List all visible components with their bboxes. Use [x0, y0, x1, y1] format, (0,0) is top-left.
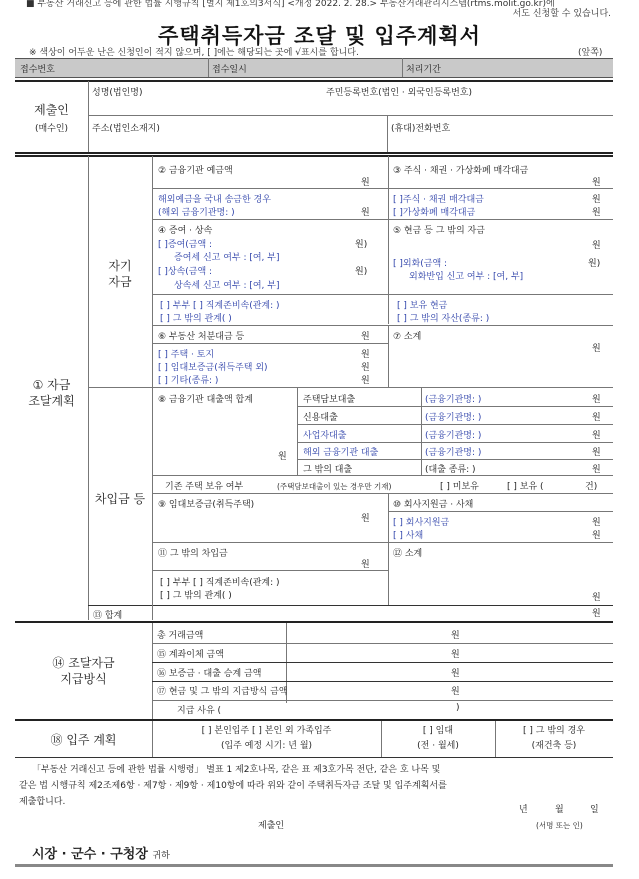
other-case-note: (재건축 등): [531, 741, 577, 751]
payment-method-label: [15, 655, 152, 687]
loan-type-overseas: 해외 금융기관 대출: [303, 448, 379, 458]
item5-title: ⑤ 현금 등 그 밖의 자금: [393, 226, 485, 236]
item2-title: ② 금융기관 예금액: [158, 166, 233, 176]
instruction-note: ※ 색상이 어두운 난은 신청인이 적지 않으며, [ ]에는 해당되는 곳에 √표시를 합니다.: [29, 48, 359, 58]
existing-house-note: (주택담보대출이 있는 경우만 기재): [277, 482, 392, 491]
rental-deposit-other-amount[interactable]: 원: [361, 363, 370, 373]
item3-amount[interactable]: 원: [592, 178, 601, 188]
payment-reason-close: ): [456, 703, 460, 713]
item3-title: ③ 주식 · 채권 · 가상화폐 매각대금: [393, 166, 529, 176]
page-title: 주택취득자금 조달 및 입주계획서: [158, 24, 481, 48]
overseas-loan-amount[interactable]: 원: [592, 448, 601, 458]
declaration-line1: 「부동산 거래신고 등에 관한 법률 시행령」 별표 1 제2호나목, 같은 표 제3호가목 전단, 같은 호 나목 및: [32, 765, 441, 775]
own-funds-label-line1: 자기: [108, 259, 132, 273]
payment-reason-field[interactable]: 지급 사유 (: [177, 706, 222, 716]
item7-subtotal[interactable]: 원: [592, 344, 601, 354]
item5-amount[interactable]: 원: [592, 241, 601, 251]
item7-title: ⑦ 소계: [393, 332, 422, 342]
other-assets-checkbox[interactable]: [ ] 그 밖의 자산(종류: ): [397, 314, 490, 324]
sign-year-field[interactable]: 년: [519, 805, 528, 815]
move-in-plan-label: ⑱ 입주 계획: [50, 733, 117, 747]
foreign-currency-report[interactable]: 외화반입 신고 여부 : [여, 부]: [409, 272, 524, 282]
item2-amount[interactable]: 원: [361, 178, 370, 188]
house-land-checkbox[interactable]: [ ] 주택 · 토지: [158, 350, 215, 360]
address-field[interactable]: 주소(법인소재지): [92, 124, 160, 134]
loan-type-other: 그 밖의 대출: [303, 465, 353, 475]
inheritance-tax-report[interactable]: 상속세 신고 여부 : [여, 부]: [174, 281, 280, 291]
overseas-bank-loan-field[interactable]: (금융기관명: ): [425, 448, 482, 458]
registration-number-field[interactable]: 주민등록번호(법인 · 외국인등록번호): [326, 88, 473, 98]
bottom-divider: [15, 864, 613, 867]
item8-title: ⑧ 금융기관 대출액 합계: [158, 395, 253, 405]
receipt-date-label: 접수일시: [212, 65, 247, 75]
declaration-line2: 같은 법 시행규칙 제2조제6항 · 제7항 · 제9항 · 제10항에 따라 위와 같이 주택취득자금 조달 및 입주계획서를: [19, 781, 447, 791]
funding-plan-label-line2: 조달계획: [28, 394, 75, 408]
funding-plan-label-line1: ① 자금: [32, 378, 71, 392]
own-funds-label: [88, 258, 152, 290]
mortgage-amount[interactable]: 원: [592, 395, 601, 405]
item6-amount[interactable]: 원: [361, 332, 370, 342]
own-funds-label-line2: 자금: [108, 275, 132, 289]
loan-type-credit: 신용대출: [303, 413, 338, 423]
total-transaction-amount[interactable]: 원: [451, 631, 460, 641]
addressee-suffix: 귀하: [152, 851, 170, 861]
name-field[interactable]: 성명(법인명): [92, 88, 143, 98]
loan-type-mortgage: 주택담보대출: [303, 395, 356, 405]
processing-period-label: 처리기간: [406, 65, 441, 75]
form-legal-basis: ■ 부동산 거래신고 등에 관한 법률 시행규칙 [별지 제1호의3서식] <개정 2022. 2. 28.> 부동산거래관리시스템(rtms.molit.go.kr)에: [26, 0, 555, 9]
page-side-label: (앞쪽): [578, 48, 603, 58]
other-loan-type-field[interactable]: (대출 종류: ): [425, 465, 476, 475]
cash-other-label: ⑰ 현금 및 그 밖의 지급방식 금액: [157, 687, 288, 697]
transfer-amount[interactable]: 원: [451, 650, 460, 660]
rental-deposit-other-checkbox[interactable]: [ ] 임대보증금(취득주택 외): [158, 363, 268, 373]
house-land-amount[interactable]: 원: [361, 350, 370, 360]
total-transaction-label: 총 거래금액: [157, 631, 204, 641]
loan-other-relation-checkbox[interactable]: [ ] 그 밖의 관계( ): [160, 591, 232, 601]
foreign-currency-amount[interactable]: 원): [588, 259, 601, 269]
business-amount[interactable]: 원: [592, 431, 601, 441]
self-or-family-checkbox[interactable]: [ ] 본인입주 [ ] 본인 외 가족입주: [201, 726, 332, 736]
stock-bond-amount[interactable]: 원: [592, 195, 601, 205]
crypto-checkbox[interactable]: [ ]가상화폐 매각대금: [393, 208, 476, 218]
transfer-amount-label: ⑮ 계좌이체 금액: [157, 650, 224, 660]
gift-relation-checkbox[interactable]: [ ] 부부 [ ] 직계존비속(관계: ): [160, 301, 280, 311]
company-support-checkbox[interactable]: [ ] 회사지원금: [393, 518, 450, 528]
private-loan-amount[interactable]: 원: [592, 531, 601, 541]
item9-title: [158, 497, 254, 510]
signature-field[interactable]: (서명 또는 인): [536, 821, 583, 830]
no-house-checkbox[interactable]: [ ] 미보유: [440, 482, 479, 492]
declaration-line3: 제출합니다.: [19, 797, 66, 807]
item13-title: ⑬ 합계: [93, 611, 123, 621]
item10-title: ⑩ 회사지원금 · 사채: [393, 500, 474, 510]
other-disposal-amount[interactable]: 원: [361, 376, 370, 386]
item12-subtotal[interactable]: 원: [592, 593, 601, 603]
rental-checkbox[interactable]: [ ] 임대: [422, 726, 454, 736]
funding-plan-label: [15, 377, 88, 409]
inheritance-amount[interactable]: 원): [355, 267, 368, 277]
inheritance-checkbox[interactable]: [ ]상속(금액 :: [158, 267, 213, 277]
credit-bank-field[interactable]: (금융기관명: ): [425, 413, 482, 423]
business-bank-field[interactable]: (금융기관명: ): [425, 431, 482, 441]
gift-amount[interactable]: 원): [355, 240, 368, 250]
applicant-label: 제출인: [34, 103, 69, 117]
item6-title: ⑥ 부동산 처분대금 등: [158, 332, 245, 342]
item13-total[interactable]: 원: [592, 609, 601, 619]
loan-relation-checkbox[interactable]: [ ] 부부 [ ] 직계존비속(관계: ): [160, 578, 280, 588]
applicant-sublabel: (매수인): [34, 124, 69, 134]
existing-house-label: 기존 주택 보유 여부: [165, 482, 244, 492]
sign-month-field[interactable]: 월: [555, 805, 564, 815]
overseas-deposit-label: 해외예금을 국내 송금한 경우: [158, 195, 271, 205]
phone-field[interactable]: (휴대)전화번호: [391, 124, 451, 134]
credit-amount[interactable]: 원: [592, 413, 601, 423]
move-in-date-field[interactable]: (입주 예정 시기: 년 월): [220, 741, 313, 751]
borrowed-label: 차입금 등: [94, 492, 146, 506]
overseas-deposit-amount[interactable]: 원: [361, 208, 370, 218]
addressee: [32, 843, 170, 862]
cash-on-hand-checkbox[interactable]: [ ] 보유 현금: [397, 301, 448, 311]
loan-type-business: 사업자대출: [303, 431, 347, 441]
deposit-loan-label: ⑯ 보증금 · 대출 승계 금액: [157, 669, 262, 679]
other-disposal-checkbox[interactable]: [ ] 기타(종류: ): [158, 376, 219, 386]
item11-title: ⑪ 그 밖의 차입금: [158, 549, 228, 559]
mortgage-bank-field[interactable]: (금융기관명: ): [425, 395, 482, 405]
payment-method-label-line2: 지급방식: [60, 672, 107, 686]
overseas-bank-name-field[interactable]: (해외 금융기관명: ): [158, 208, 235, 218]
sign-day-field[interactable]: 일: [590, 805, 599, 815]
company-support-amount[interactable]: 원: [592, 518, 601, 528]
other-case-checkbox[interactable]: [ ] 그 밖의 경우: [523, 726, 585, 736]
item9-title-text: ⑨ 임대보증금(취득주택): [158, 500, 255, 510]
item8-total-amount[interactable]: 원: [278, 452, 287, 462]
foreign-currency-checkbox[interactable]: [ ]외화(금액 :: [393, 259, 448, 269]
stock-bond-checkbox[interactable]: [ ]주식 · 채권 매각대금: [393, 195, 484, 205]
has-house-checkbox[interactable]: [ ] 보유 (: [507, 482, 544, 492]
submitter-label: 제출인: [258, 821, 285, 831]
deposit-loan-amount[interactable]: 원: [451, 669, 460, 679]
receipt-number-label: 접수번호: [20, 65, 55, 75]
cash-other-amount[interactable]: 원: [451, 687, 460, 697]
online-notice: 서도 신청할 수 있습니다.: [512, 9, 611, 19]
gift-tax-report[interactable]: 증여세 신고 여부 : [여, 부]: [174, 253, 280, 263]
office-use-row: [15, 58, 613, 78]
house-count-field[interactable]: 건): [585, 482, 598, 492]
crypto-amount[interactable]: 원: [592, 208, 601, 218]
private-loan-checkbox[interactable]: [ ] 사채: [393, 531, 424, 541]
payment-method-label-line1: ⑭ 조달자금: [52, 656, 115, 670]
item12-title: ⑫ 소계: [393, 549, 423, 559]
addressee-name: 시장 · 군수 · 구청장: [32, 847, 148, 862]
other-loan-amount[interactable]: 원: [592, 465, 601, 475]
item11-amount[interactable]: 원: [361, 560, 370, 570]
gift-checkbox[interactable]: [ ]증여(금액 :: [158, 240, 213, 250]
item4-title: ④ 증여 · 상속: [158, 226, 213, 236]
gift-other-relation-checkbox[interactable]: [ ] 그 밖의 관계( ): [160, 314, 232, 324]
item9-amount[interactable]: 원: [361, 514, 370, 524]
rental-type-label: (전 · 월세): [417, 741, 459, 751]
